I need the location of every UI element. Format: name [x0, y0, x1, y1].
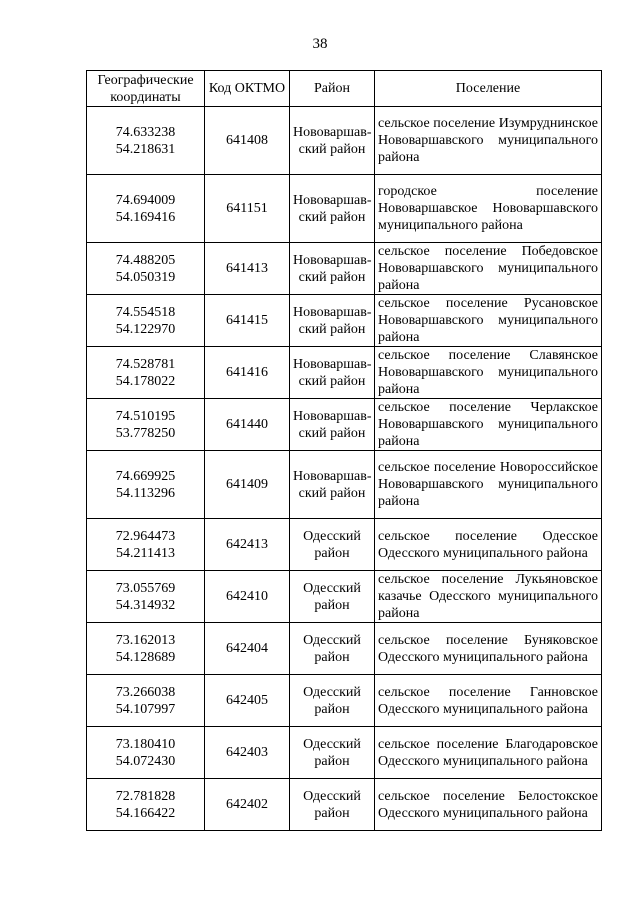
- settlement-cell: сельское поселение Лукьяновское казачье Одесского муниципального района: [375, 571, 602, 623]
- table-row: [87, 451, 602, 519]
- district-cell: Нововаршав-ский район: [290, 107, 375, 175]
- page-number: 38: [312, 36, 328, 52]
- longitude: 74.633238: [115, 124, 176, 140]
- coordinates-cell: [87, 399, 205, 451]
- settlement-cell: сельское поселение Белостокское Одесского муниципального района: [375, 779, 602, 831]
- settlement-cell: сельское поселение Ганновское Одесского муниципального района: [375, 675, 602, 727]
- table-row: [87, 675, 602, 727]
- coordinates-cell: [87, 347, 205, 399]
- longitude: 73.180410: [115, 736, 176, 752]
- longitude: 74.488205: [115, 252, 176, 268]
- district-cell: Одесский район: [290, 727, 375, 779]
- latitude: 54.218631: [115, 141, 176, 157]
- settlement-cell: городское поселение Нововаршавское Нововаршавского муниципального района: [375, 175, 602, 243]
- table-row: [87, 519, 602, 571]
- district-cell: Нововаршав-ский район: [290, 175, 375, 243]
- longitude: 72.781828: [115, 788, 176, 804]
- latitude: 54.314932: [115, 597, 176, 613]
- district-cell: Нововаршав-ский район: [290, 243, 375, 295]
- coordinates-cell: [87, 727, 205, 779]
- oktmo-code-cell: 642404: [205, 623, 290, 675]
- settlement-cell: сельское поселение Благодаровское Одесского муниципального района: [375, 727, 602, 779]
- header-coordinates: Географические координаты: [87, 71, 205, 107]
- coordinates-cell: [87, 519, 205, 571]
- table-row: [87, 727, 602, 779]
- longitude: 73.055769: [115, 580, 176, 596]
- coordinates-cell: [87, 779, 205, 831]
- latitude: 54.211413: [116, 545, 175, 561]
- coordinates-cell: [87, 623, 205, 675]
- oktmo-code-cell: 641440: [205, 399, 290, 451]
- settlement-cell: сельское поселение Одесское Одесского муниципального района: [375, 519, 602, 571]
- table-row: [87, 571, 602, 623]
- settlement-cell: сельское поселение Русановское Нововаршавского муниципального района: [375, 295, 602, 347]
- table-row: [87, 175, 602, 243]
- longitude: 73.162013: [115, 632, 176, 648]
- district-cell: Нововаршав-ский район: [290, 451, 375, 519]
- district-cell: Одесский район: [290, 623, 375, 675]
- oktmo-code-cell: 641413: [205, 243, 290, 295]
- latitude: 54.072430: [115, 753, 176, 769]
- latitude: 53.778250: [115, 425, 176, 441]
- longitude: 72.964473: [115, 528, 176, 544]
- longitude: 74.694009: [115, 192, 176, 208]
- latitude: 54.107997: [115, 701, 176, 717]
- settlement-cell: сельское поселение Славянское Нововаршавского муниципального района: [375, 347, 602, 399]
- coordinates-cell: [87, 451, 205, 519]
- oktmo-code-cell: 642413: [205, 519, 290, 571]
- latitude: 54.169416: [115, 209, 176, 225]
- latitude: 54.178022: [115, 373, 176, 389]
- header-district: Район: [290, 71, 375, 107]
- oktmo-code-cell: 642405: [205, 675, 290, 727]
- table-row: [87, 779, 602, 831]
- table-row: [87, 623, 602, 675]
- table-row: [87, 347, 602, 399]
- district-cell: Одесский район: [290, 519, 375, 571]
- coordinates-cell: [87, 175, 205, 243]
- oktmo-code-cell: 642402: [205, 779, 290, 831]
- table-row: [87, 295, 602, 347]
- latitude: 54.128689: [115, 649, 176, 665]
- settlement-cell: сельское поселение Буняковское Одесского муниципального района: [375, 623, 602, 675]
- oktmo-code-cell: 641416: [205, 347, 290, 399]
- longitude: 74.669925: [115, 468, 176, 484]
- district-cell: Одесский район: [290, 675, 375, 727]
- table-row: [87, 107, 602, 175]
- header-oktmo-code: Код ОКТМО: [205, 71, 290, 107]
- oktmo-code-cell: 641415: [205, 295, 290, 347]
- settlement-cell: сельское поселение Победовское Нововаршавского муниципального района: [375, 243, 602, 295]
- coordinates-cell: [87, 675, 205, 727]
- district-cell: Нововаршав-ский район: [290, 399, 375, 451]
- coordinates-cell: [87, 107, 205, 175]
- district-cell: Одесский район: [290, 779, 375, 831]
- district-cell: Нововаршав-ский район: [290, 295, 375, 347]
- oktmo-code-cell: 641409: [205, 451, 290, 519]
- longitude: 74.554518: [115, 304, 176, 320]
- latitude: 54.166422: [115, 805, 176, 821]
- header-settlement: Поселение: [375, 71, 602, 107]
- longitude: 73.266038: [115, 684, 176, 700]
- oktmo-code-cell: 642403: [205, 727, 290, 779]
- oktmo-code-cell: 641151: [205, 175, 290, 243]
- latitude: 54.122970: [115, 321, 176, 337]
- coordinates-cell: [87, 571, 205, 623]
- district-cell: Нововаршав-ский район: [290, 347, 375, 399]
- longitude: 74.510195: [115, 408, 176, 424]
- longitude: 74.528781: [115, 356, 176, 372]
- coordinates-cell: [87, 295, 205, 347]
- table-header-row: [87, 71, 602, 107]
- table-row: [87, 243, 602, 295]
- settlement-cell: сельское поселение Черлакское Нововаршавского муниципального района: [375, 399, 602, 451]
- table-row: [87, 399, 602, 451]
- district-cell: Одесский район: [290, 571, 375, 623]
- latitude: 54.050319: [115, 269, 176, 285]
- coordinates-cell: [87, 243, 205, 295]
- latitude: 54.113296: [116, 485, 175, 501]
- oktmo-code-cell: 642410: [205, 571, 290, 623]
- settlement-cell: сельское поселение Изумруднинское Нововаршавского муниципального района: [375, 107, 602, 175]
- settlement-cell: сельское поселение Новороссийское Нововаршавского муниципального района: [375, 451, 602, 519]
- settlements-table: [86, 70, 602, 831]
- oktmo-code-cell: 641408: [205, 107, 290, 175]
